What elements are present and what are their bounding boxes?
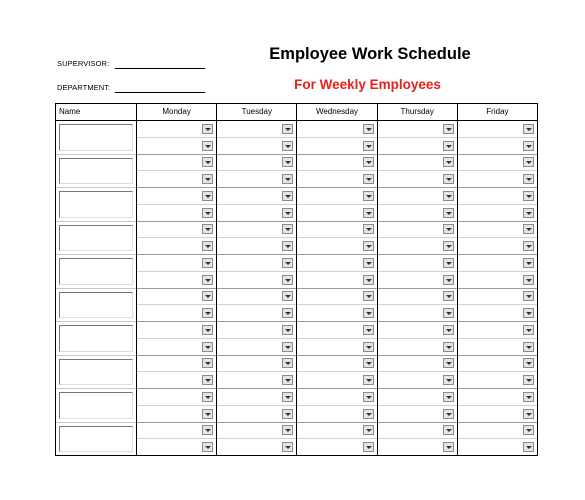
shift-slot[interactable]: [297, 423, 376, 440]
shift-slot[interactable]: [378, 171, 457, 188]
shift-slot[interactable]: [458, 222, 537, 239]
shift-slot[interactable]: [378, 188, 457, 205]
chevron-down-icon[interactable]: [523, 325, 534, 335]
chevron-down-icon[interactable]: [363, 409, 374, 419]
name-column: [56, 104, 137, 455]
chevron-down-icon[interactable]: [282, 442, 293, 452]
shift-slot[interactable]: [378, 372, 457, 389]
shift-slot[interactable]: [137, 138, 216, 155]
chevron-down-icon[interactable]: [202, 208, 213, 218]
shift-slot[interactable]: [297, 222, 376, 239]
day-header: Monday: [137, 104, 216, 121]
shift-slot[interactable]: [378, 155, 457, 172]
chevron-down-icon[interactable]: [363, 241, 374, 251]
shift-slot[interactable]: [297, 289, 376, 306]
shift-slot[interactable]: [137, 121, 216, 138]
chevron-down-icon[interactable]: [363, 308, 374, 318]
employee-name-input[interactable]: [59, 426, 133, 453]
page-title: Employee Work Schedule: [269, 45, 471, 63]
chevron-down-icon[interactable]: [443, 275, 454, 285]
chevron-down-icon[interactable]: [443, 342, 454, 352]
shift-slot[interactable]: [137, 389, 216, 406]
chevron-down-icon[interactable]: [523, 141, 534, 151]
chevron-down-icon[interactable]: [443, 174, 454, 184]
chevron-down-icon[interactable]: [202, 241, 213, 251]
shift-slot[interactable]: [217, 356, 296, 373]
shift-slot[interactable]: [458, 188, 537, 205]
shift-slot[interactable]: [217, 406, 296, 423]
chevron-down-icon[interactable]: [363, 392, 374, 402]
shift-slot[interactable]: [378, 272, 457, 289]
chevron-down-icon[interactable]: [363, 174, 374, 184]
chevron-down-icon[interactable]: [202, 157, 213, 167]
chevron-down-icon[interactable]: [282, 375, 293, 385]
chevron-down-icon[interactable]: [282, 241, 293, 251]
chevron-down-icon[interactable]: [202, 291, 213, 301]
chevron-down-icon[interactable]: [282, 275, 293, 285]
chevron-down-icon[interactable]: [443, 409, 454, 419]
chevron-down-icon[interactable]: [282, 208, 293, 218]
shift-slot[interactable]: [378, 439, 457, 455]
chevron-down-icon[interactable]: [282, 224, 293, 234]
shift-slot[interactable]: [217, 305, 296, 322]
chevron-down-icon[interactable]: [282, 342, 293, 352]
chevron-down-icon[interactable]: [523, 375, 534, 385]
shift-slot[interactable]: [137, 423, 216, 440]
shift-slot[interactable]: [217, 121, 296, 138]
shift-slot[interactable]: [297, 339, 376, 356]
shift-slot[interactable]: [137, 255, 216, 272]
shift-slot[interactable]: [297, 188, 376, 205]
shift-slot[interactable]: [137, 406, 216, 423]
chevron-down-icon[interactable]: [443, 325, 454, 335]
chevron-down-icon[interactable]: [523, 392, 534, 402]
chevron-down-icon[interactable]: [523, 241, 534, 251]
shift-slot[interactable]: [297, 238, 376, 255]
shift-slot[interactable]: [217, 255, 296, 272]
shift-slot[interactable]: [458, 205, 537, 222]
shift-slot[interactable]: [137, 272, 216, 289]
chevron-down-icon[interactable]: [202, 392, 213, 402]
supervisor-label: SUPERVISOR:: [57, 59, 110, 68]
day-header: Friday: [458, 104, 537, 121]
shift-slot[interactable]: [137, 305, 216, 322]
shift-slot[interactable]: [217, 389, 296, 406]
chevron-down-icon[interactable]: [202, 342, 213, 352]
chevron-down-icon[interactable]: [523, 342, 534, 352]
chevron-down-icon[interactable]: [443, 157, 454, 167]
day-header: Wednesday: [297, 104, 376, 121]
day-header: Thursday: [378, 104, 457, 121]
employee-name-cell: [56, 289, 136, 323]
chevron-down-icon[interactable]: [202, 141, 213, 151]
shift-slot[interactable]: [137, 289, 216, 306]
shift-slot[interactable]: [458, 423, 537, 440]
supervisor-field[interactable]: [115, 68, 205, 69]
shift-slot[interactable]: [458, 238, 537, 255]
shift-slot[interactable]: [458, 305, 537, 322]
chevron-down-icon[interactable]: [282, 141, 293, 151]
shift-slot[interactable]: [137, 222, 216, 239]
day-column-tuesday: [217, 104, 297, 455]
shift-slot[interactable]: [297, 171, 376, 188]
chevron-down-icon[interactable]: [282, 409, 293, 419]
shift-slot[interactable]: [378, 406, 457, 423]
shift-slot[interactable]: [137, 356, 216, 373]
chevron-down-icon[interactable]: [443, 425, 454, 435]
chevron-down-icon[interactable]: [363, 291, 374, 301]
shift-slot[interactable]: [217, 423, 296, 440]
chevron-down-icon[interactable]: [523, 157, 534, 167]
employee-name-cell: [56, 155, 136, 189]
employee-name-input[interactable]: [59, 158, 133, 185]
employee-name-input[interactable]: [59, 124, 133, 151]
chevron-down-icon[interactable]: [282, 124, 293, 134]
shift-slot[interactable]: [297, 205, 376, 222]
chevron-down-icon[interactable]: [523, 174, 534, 184]
chevron-down-icon[interactable]: [202, 258, 213, 268]
chevron-down-icon[interactable]: [282, 191, 293, 201]
shift-slot[interactable]: [217, 289, 296, 306]
shift-slot[interactable]: [458, 389, 537, 406]
shift-slot[interactable]: [458, 155, 537, 172]
shift-slot[interactable]: [378, 121, 457, 138]
chevron-down-icon[interactable]: [363, 224, 374, 234]
shift-slot[interactable]: [137, 339, 216, 356]
shift-slot[interactable]: [297, 389, 376, 406]
chevron-down-icon[interactable]: [282, 425, 293, 435]
shift-slot[interactable]: [378, 389, 457, 406]
shift-slot[interactable]: [217, 188, 296, 205]
chevron-down-icon[interactable]: [523, 425, 534, 435]
chevron-down-icon[interactable]: [443, 141, 454, 151]
shift-slot[interactable]: [378, 423, 457, 440]
shift-slot[interactable]: [217, 339, 296, 356]
chevron-down-icon[interactable]: [282, 157, 293, 167]
day-column-wednesday: [297, 104, 377, 455]
shift-slot[interactable]: [378, 356, 457, 373]
shift-slot[interactable]: [297, 322, 376, 339]
shift-slot[interactable]: [458, 372, 537, 389]
chevron-down-icon[interactable]: [282, 308, 293, 318]
shift-slot[interactable]: [297, 155, 376, 172]
chevron-down-icon[interactable]: [363, 375, 374, 385]
chevron-down-icon[interactable]: [282, 325, 293, 335]
chevron-down-icon[interactable]: [523, 358, 534, 368]
employee-name-input[interactable]: [59, 258, 133, 285]
chevron-down-icon[interactable]: [363, 141, 374, 151]
employee-name-input[interactable]: [59, 292, 133, 319]
shift-slot[interactable]: [458, 439, 537, 455]
chevron-down-icon[interactable]: [443, 208, 454, 218]
employee-name-input[interactable]: [59, 359, 133, 386]
shift-slot[interactable]: [297, 121, 376, 138]
employee-name-input[interactable]: [59, 225, 133, 252]
chevron-down-icon[interactable]: [282, 291, 293, 301]
shift-slot[interactable]: [217, 138, 296, 155]
shift-slot[interactable]: [378, 322, 457, 339]
chevron-down-icon[interactable]: [363, 208, 374, 218]
employee-name-cell: [56, 322, 136, 356]
shift-slot[interactable]: [378, 339, 457, 356]
shift-slot[interactable]: [137, 171, 216, 188]
page-subtitle: For Weekly Employees: [294, 77, 441, 92]
day-column-monday: [137, 104, 217, 455]
chevron-down-icon[interactable]: [443, 124, 454, 134]
day-column-thursday: [378, 104, 458, 455]
chevron-down-icon[interactable]: [523, 275, 534, 285]
employee-name-input[interactable]: [59, 325, 133, 352]
shift-slot[interactable]: [458, 171, 537, 188]
name-column-header: Name: [56, 104, 136, 121]
chevron-down-icon[interactable]: [363, 275, 374, 285]
employee-name-input[interactable]: [59, 191, 133, 218]
shift-slot[interactable]: [458, 406, 537, 423]
shift-slot[interactable]: [458, 272, 537, 289]
chevron-down-icon[interactable]: [443, 358, 454, 368]
chevron-down-icon[interactable]: [523, 442, 534, 452]
shift-slot[interactable]: [458, 289, 537, 306]
chevron-down-icon[interactable]: [202, 409, 213, 419]
chevron-down-icon[interactable]: [202, 375, 213, 385]
chevron-down-icon[interactable]: [202, 425, 213, 435]
shift-slot[interactable]: [217, 272, 296, 289]
department-label: DEPARTMENT:: [57, 83, 111, 92]
shift-slot[interactable]: [378, 255, 457, 272]
shift-slot[interactable]: [217, 238, 296, 255]
employee-name-input[interactable]: [59, 392, 133, 419]
chevron-down-icon[interactable]: [363, 157, 374, 167]
chevron-down-icon[interactable]: [443, 191, 454, 201]
chevron-down-icon[interactable]: [523, 208, 534, 218]
chevron-down-icon[interactable]: [443, 241, 454, 251]
department-field[interactable]: [115, 92, 205, 93]
shift-slot[interactable]: [297, 138, 376, 155]
chevron-down-icon[interactable]: [282, 174, 293, 184]
shift-slot[interactable]: [297, 255, 376, 272]
shift-slot[interactable]: [297, 305, 376, 322]
chevron-down-icon[interactable]: [523, 291, 534, 301]
shift-slot[interactable]: [458, 322, 537, 339]
shift-slot[interactable]: [137, 372, 216, 389]
shift-slot[interactable]: [137, 205, 216, 222]
chevron-down-icon[interactable]: [523, 308, 534, 318]
chevron-down-icon[interactable]: [202, 325, 213, 335]
chevron-down-icon[interactable]: [282, 258, 293, 268]
shift-slot[interactable]: [458, 255, 537, 272]
shift-slot[interactable]: [378, 289, 457, 306]
employee-name-cell: [56, 356, 136, 390]
shift-slot[interactable]: [137, 439, 216, 455]
shift-slot[interactable]: [137, 238, 216, 255]
shift-slot[interactable]: [378, 305, 457, 322]
shift-slot[interactable]: [458, 356, 537, 373]
shift-slot[interactable]: [137, 155, 216, 172]
chevron-down-icon[interactable]: [363, 358, 374, 368]
chevron-down-icon[interactable]: [202, 442, 213, 452]
shift-slot[interactable]: [378, 238, 457, 255]
employee-name-cell: [56, 255, 136, 289]
employee-name-cell: [56, 423, 136, 456]
chevron-down-icon[interactable]: [523, 409, 534, 419]
shift-slot[interactable]: [458, 121, 537, 138]
chevron-down-icon[interactable]: [443, 308, 454, 318]
chevron-down-icon[interactable]: [363, 425, 374, 435]
chevron-down-icon[interactable]: [282, 392, 293, 402]
chevron-down-icon[interactable]: [202, 174, 213, 184]
shift-slot[interactable]: [217, 205, 296, 222]
shift-slot[interactable]: [217, 155, 296, 172]
shift-slot[interactable]: [137, 322, 216, 339]
shift-slot[interactable]: [297, 272, 376, 289]
shift-slot[interactable]: [217, 222, 296, 239]
shift-slot[interactable]: [137, 188, 216, 205]
chevron-down-icon[interactable]: [282, 358, 293, 368]
chevron-down-icon[interactable]: [202, 224, 213, 234]
schedule-table: [55, 103, 538, 456]
shift-slot[interactable]: [458, 339, 537, 356]
employee-name-cell: [56, 222, 136, 256]
shift-slot[interactable]: [297, 356, 376, 373]
chevron-down-icon[interactable]: [202, 308, 213, 318]
chevron-down-icon[interactable]: [202, 358, 213, 368]
chevron-down-icon[interactable]: [523, 258, 534, 268]
chevron-down-icon[interactable]: [202, 275, 213, 285]
chevron-down-icon[interactable]: [363, 124, 374, 134]
chevron-down-icon[interactable]: [443, 224, 454, 234]
day-column-friday: [458, 104, 537, 455]
shift-slot[interactable]: [217, 171, 296, 188]
chevron-down-icon[interactable]: [443, 258, 454, 268]
shift-slot[interactable]: [217, 322, 296, 339]
shift-slot[interactable]: [458, 138, 537, 155]
shift-slot[interactable]: [297, 406, 376, 423]
chevron-down-icon[interactable]: [363, 325, 374, 335]
chevron-down-icon[interactable]: [523, 124, 534, 134]
shift-slot[interactable]: [217, 372, 296, 389]
chevron-down-icon[interactable]: [363, 191, 374, 201]
shift-slot[interactable]: [217, 439, 296, 455]
chevron-down-icon[interactable]: [523, 224, 534, 234]
chevron-down-icon[interactable]: [202, 191, 213, 201]
chevron-down-icon[interactable]: [443, 392, 454, 402]
chevron-down-icon[interactable]: [523, 191, 534, 201]
shift-slot[interactable]: [378, 205, 457, 222]
shift-slot[interactable]: [378, 138, 457, 155]
chevron-down-icon[interactable]: [363, 342, 374, 352]
chevron-down-icon[interactable]: [443, 375, 454, 385]
shift-slot[interactable]: [297, 372, 376, 389]
shift-slot[interactable]: [378, 222, 457, 239]
chevron-down-icon[interactable]: [363, 442, 374, 452]
chevron-down-icon[interactable]: [443, 442, 454, 452]
chevron-down-icon[interactable]: [363, 258, 374, 268]
employee-name-cell: [56, 121, 136, 155]
day-header: Tuesday: [217, 104, 296, 121]
employee-name-cell: [56, 188, 136, 222]
shift-slot[interactable]: [297, 439, 376, 455]
employee-name-cell: [56, 389, 136, 423]
chevron-down-icon[interactable]: [202, 124, 213, 134]
chevron-down-icon[interactable]: [443, 291, 454, 301]
